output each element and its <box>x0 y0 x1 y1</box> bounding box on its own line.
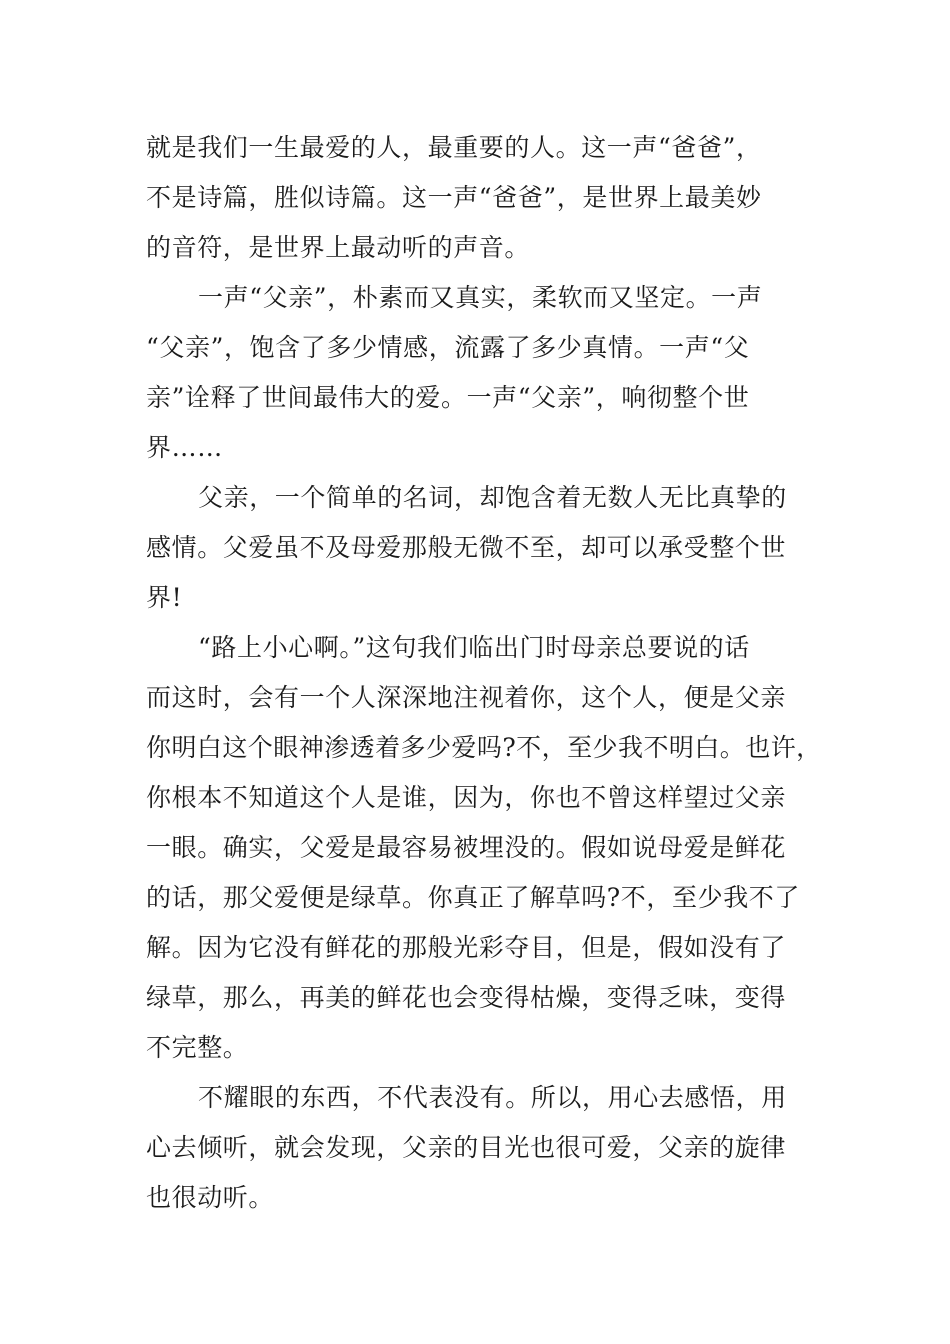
text-line: 不完整。 <box>146 1033 249 1062</box>
text-line: 一眼。确实，父爱是最容易被埋没的。假如说母爱是鲜花 <box>146 833 787 862</box>
text-line: 心去倾听，就会发现，父亲的目光也很可爱，父亲的旋律 <box>146 1133 787 1162</box>
text-line: 绿草，那么，再美的鲜花也会变得枯燥，变得乏味，变得 <box>146 983 787 1012</box>
text-line: 父亲，一个简单的名词，却饱含着无数人无比真挚的 <box>198 483 787 512</box>
text-line: “父亲”，饱含了多少情感，流露了多少真情。一声“父 <box>146 333 750 362</box>
text-line: 界! <box>146 583 183 612</box>
text-line: 亲”诠释了世间最伟大的爱。一声“父亲”，响彻整个世 <box>146 383 750 412</box>
text-line: 不耀眼的东西，不代表没有。所以，用心去感悟，用 <box>198 1083 787 1112</box>
text-line: 的音符，是世界上最动听的声音。 <box>146 233 531 262</box>
text-line: 解。因为它没有鲜花的那般光彩夺目，但是，假如没有了 <box>146 933 787 962</box>
text-line: 你明白这个眼神渗透着多少爱吗?不，至少我不明白。也许， <box>146 733 822 762</box>
text-line: 的话，那父爱便是绿草。你真正了解草吗?不，至少我不了 <box>146 883 801 912</box>
text-line: 也很动听。 <box>146 1183 275 1212</box>
text-line: 一声“父亲”，朴素而又真实，柔软而又坚定。一声 <box>198 283 763 312</box>
text-line: “路上小心啊。”这句我们临出门时母亲总要说的话 <box>198 633 750 662</box>
text-line: 不是诗篇，胜似诗篇。这一声“爸爸”，是世界上最美妙 <box>146 183 762 212</box>
text-line: 你根本不知道这个人是谁，因为，你也不曾这样望过父亲 <box>146 783 787 812</box>
text-line: 界…… <box>146 433 223 462</box>
text-line: 感情。父爱虽不及母爱那般无微不至，却可以承受整个世 <box>146 533 787 562</box>
text-line: 而这时，会有一个人深深地注视着你，这个人，便是父亲 <box>146 683 787 712</box>
text-line: 就是我们一生最爱的人，最重要的人。这一声“爸爸”， <box>146 133 762 162</box>
